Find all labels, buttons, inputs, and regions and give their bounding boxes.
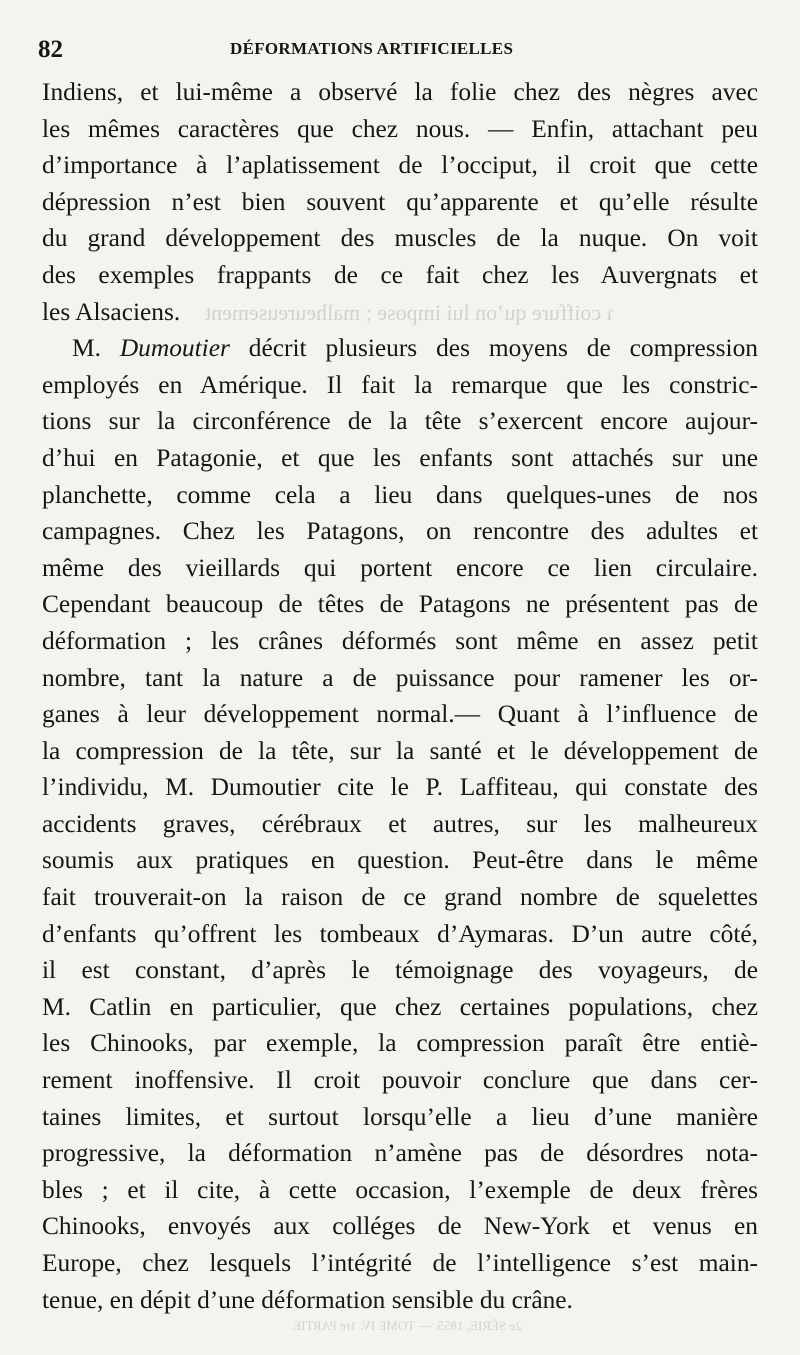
text-line: employés en Amérique. Il fait la remarque que les constric-: [42, 370, 758, 399]
text-line: ganes à leur développement normal.— Quant à l’influence de: [42, 700, 758, 729]
text-line: même des vieillards qui portent encore ce lien circulaire.: [42, 553, 758, 582]
text-line: progressive, la déformation n’amène pas de désordres nota-: [42, 1139, 758, 1168]
bleed-through-ink: 2e SÉRIE, 1855. — TOME IV. 1re PARTIE.: [290, 1318, 522, 1333]
text-line: les Chinooks, par exemple, la compression paraît être entiè-: [42, 1029, 758, 1058]
author-prefix: M.: [72, 334, 120, 363]
paragraph: [42, 330, 758, 1318]
text-line: d’hui en Patagonie, et que les enfants sont attachés sur une: [42, 443, 758, 472]
text-line: soumis aux pratiques en question. Peut-être dans le même: [42, 846, 758, 875]
text-line: la compression de la tête, sur la santé et le développement de: [42, 736, 758, 765]
text-line: accidents graves, cérébraux et autres, sur les malheureux: [42, 809, 758, 838]
text-line: d’importance à l’aplatissement de l’occiput, il croit que cette: [42, 151, 758, 180]
body-text: [42, 74, 758, 1318]
text-line: tions sur la circonférence de la tête s’exercent encore aujour-: [42, 407, 758, 436]
text-line: dépression n’est bien souvent qu’apparente et qu’elle résulte: [42, 187, 758, 216]
paragraph: [42, 74, 758, 330]
text-line: il est constant, d’après le témoignage des voyageurs, de: [42, 956, 758, 985]
text-line: Chinooks, envoyés aux colléges de New-York et venus en: [42, 1212, 758, 1241]
text-line: déformation ; les crânes déformés sont même en assez petit: [42, 626, 758, 655]
text-line: [42, 330, 758, 367]
line-rest: décrit plusieurs des moyens de compression: [229, 334, 758, 363]
text-line: M. Catlin en particulier, que chez certaines populations, chez: [42, 992, 758, 1021]
text-line: fait trouverait-on la raison de ce grand nombre de squelettes: [42, 883, 758, 912]
text-line: les Alsaciens.: [42, 297, 181, 326]
text-line: d’enfants qu’offrent les tombeaux d’Aymaras. D’un autre côté,: [42, 919, 758, 948]
text-line: Europe, chez lesquels l’intégrité de l’intelligence s’est main-: [42, 1249, 758, 1277]
bleed-through-ink: ɿ coiffure qu’on lui impose ; malheureusement: [205, 300, 614, 325]
author-name: Dumoutier: [119, 334, 230, 363]
text-line: taines limites, et surtout lorsqu’elle a lieu d’une manière: [42, 1102, 758, 1131]
text-line: planchette, comme cela a lieu dans quelques-unes de nos: [42, 480, 758, 509]
text-line: tenue, en dépit d’une déformation sensible du crâne.: [42, 1285, 573, 1314]
text-line: l’individu, M. Dumoutier cite le P. Laffiteau, qui constate des: [42, 773, 758, 802]
text-line: du grand développement des muscles de la nuque. On voit: [42, 224, 758, 253]
text-line: des exemples frappants de ce fait chez les Auvergnats et: [42, 260, 758, 289]
text-line: campagnes. Chez les Patagons, on rencontre des adultes et: [42, 517, 758, 546]
page-number: 82: [38, 36, 63, 63]
text-line: bles ; et il cite, à cette occasion, l’exemple de deux frères: [42, 1175, 758, 1204]
text-line: les mêmes caractères que chez nous. — Enfin, attachant peu: [42, 114, 758, 143]
text-line: Cependant beaucoup de têtes de Patagons ne présentent pas de: [42, 590, 758, 619]
page-header: [38, 36, 760, 70]
text-line: nombre, tant la nature a de puissance pour ramener les or-: [42, 663, 758, 692]
text-line: rement inoffensive. Il croit pouvoir conclure que dans cer-: [42, 1066, 758, 1095]
running-head: DÉFORMATIONS ARTIFICIELLES: [230, 39, 514, 58]
text-line: Indiens, et lui-même a observé la folie chez des nègres avec: [42, 78, 758, 106]
